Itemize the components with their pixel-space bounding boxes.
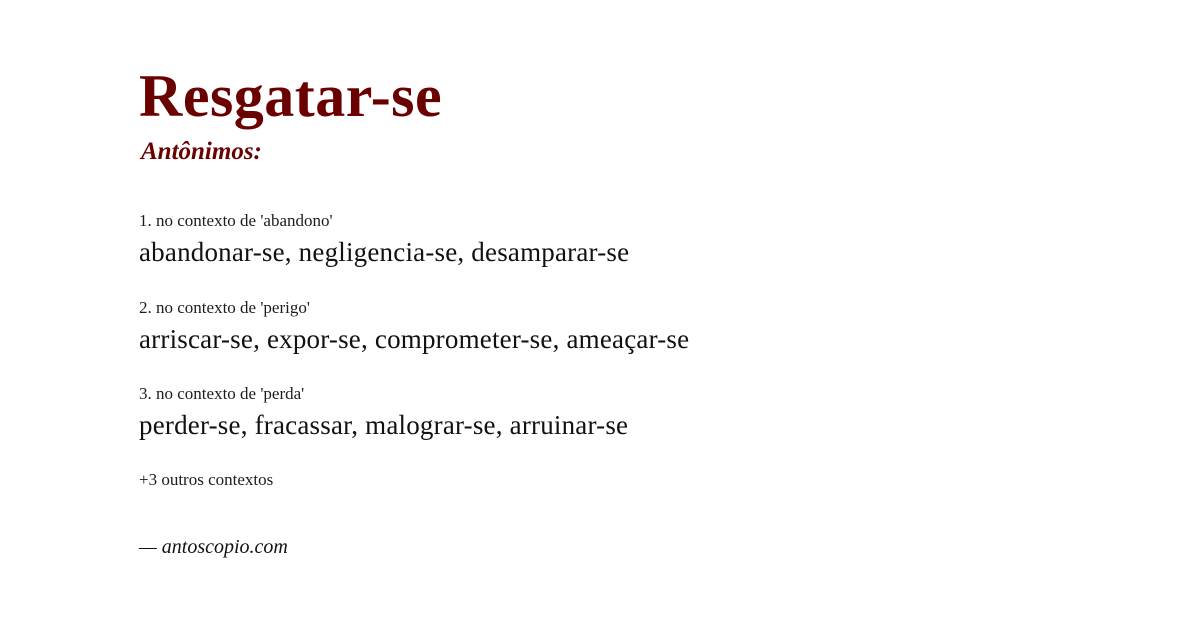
sense-context: 1. no contexto de 'abandono' <box>139 211 333 230</box>
sense-context: 2. no contexto de 'perigo' <box>139 297 310 317</box>
list-item <box>139 210 1120 271</box>
sense-words: arriscar-se, expor-se, comprometer-se, ameaçar-se <box>139 323 690 354</box>
sense-context: 3. no contexto de 'perda' <box>139 384 305 404</box>
source-attribution: — antoscopio.com <box>139 535 288 558</box>
sense-words: abandonar-se, negligencia-se, desamparar-se <box>139 237 630 268</box>
list-item <box>139 383 1120 444</box>
more-contexts-note: +3 outros contextos <box>139 469 274 489</box>
sense-words: perder-se, fracassar, malograr-se, arruinar-se <box>139 410 629 441</box>
section-label-antonyms: Antônimos: <box>141 138 262 165</box>
sense-list <box>139 210 1120 444</box>
list-item <box>139 297 1120 358</box>
page-title: Resgatar-se <box>139 63 443 129</box>
